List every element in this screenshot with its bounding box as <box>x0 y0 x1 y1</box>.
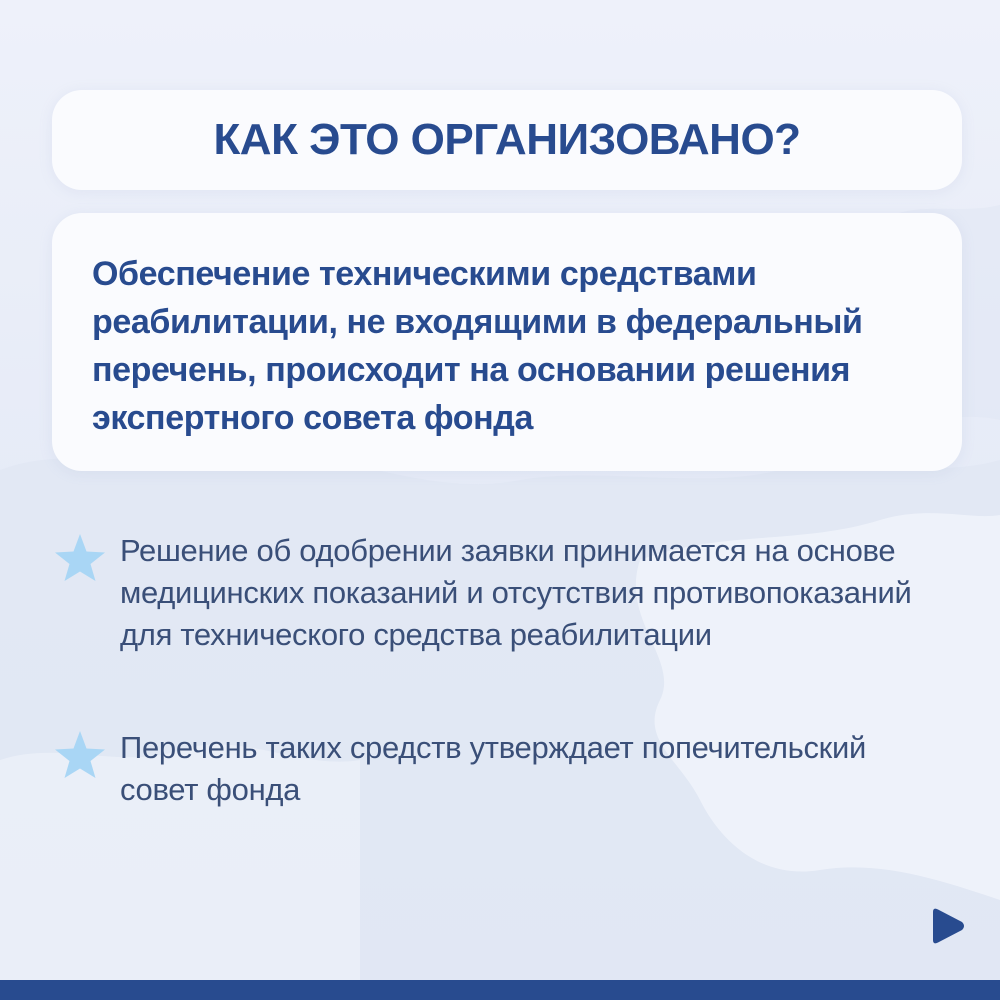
main-statement-text: Обеспечение техническими средствами реабилитации, не входящими в федеральный перечень, происходит на основании решения экспертного совета фонда <box>92 255 863 437</box>
main-statement-card <box>52 213 962 471</box>
bullet-text: Решение об одобрении заявки принимается на основе медицинских показаний и отсутствия противопоказаний для технического средства реабилитации <box>120 533 912 652</box>
title-card <box>52 90 962 190</box>
star-icon <box>54 533 106 581</box>
play-arrow-icon <box>927 906 967 946</box>
bottom-bar <box>0 980 1000 1000</box>
page-title: КАК ЭТО ОРГАНИЗОВАНО? <box>213 115 801 164</box>
star-icon <box>54 730 106 778</box>
next-slide-button[interactable] <box>927 906 967 946</box>
bullet-text: Перечень таких средств утверждает попечительский совет фонда <box>120 730 866 807</box>
